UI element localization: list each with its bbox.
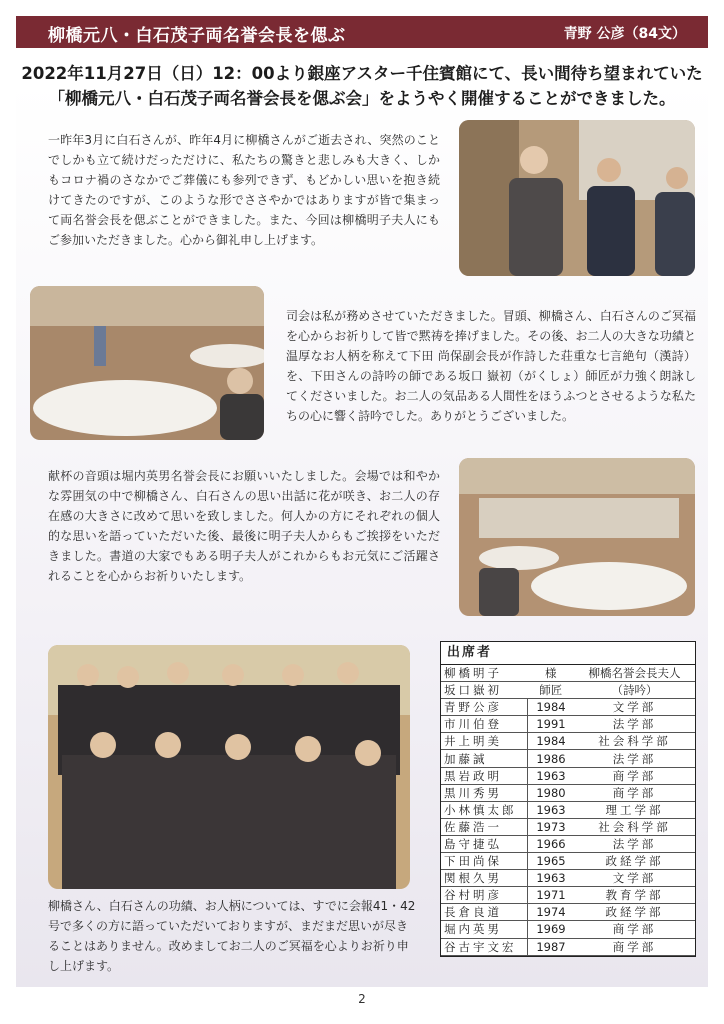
- attendee-year: 1963: [528, 870, 575, 887]
- attendee-faculty: 理工学部: [574, 801, 695, 818]
- attendee-row: [441, 904, 695, 921]
- paragraph-2: 司会は私が務めさせていただきました。冒頭、柳橋さん、白石さんのご冥福を心からお祈りして皆で黙祷を捧げました。その後、お二人の大きな功績と温厚なお人柄を称えて下田 尚保副会長が作詩した荘重な七言絶句（漢詩）を、下田さんの詩吟の師である坂口 嶽初（がくしょ）師匠が力強く朗詠してくださいました。お二人の気品ある人間性をほうふつとさせるような私たちの心に響く詩吟でした。ありがとうございました。: [286, 309, 696, 423]
- attendee-faculty: 社会科学部: [574, 818, 695, 835]
- attendee-year: 1966: [528, 835, 575, 852]
- attendee-faculty: 法学部: [574, 716, 695, 733]
- attendee-year: 1974: [528, 904, 575, 921]
- attendee-row: [441, 716, 695, 733]
- article-header-bar: [16, 16, 708, 48]
- attendee-heading: 出席者: [441, 642, 695, 665]
- attendee-row: [441, 938, 695, 955]
- page-number: 2: [358, 992, 366, 1006]
- attendee-faculty: 政経学部: [574, 904, 695, 921]
- attendee-row: [441, 750, 695, 767]
- attendee-year: 1984: [528, 733, 575, 750]
- attendee-name: 関根久男: [441, 870, 528, 887]
- attendee-row: [441, 835, 695, 852]
- attendee-row: [441, 665, 695, 682]
- paragraph-1: 一昨年3月に白石さんが、昨年4月に柳橋さんがご逝去され、突然のことでしかも立て続けだっただけに、私たちの驚きと悲しみも大きく、しかもコロナ禍のさなかでご葬儀にも参列できず、もどかしい思いを抱き続けてきたのですが、このような形でささやかではありますが皆で集まって両名誉会長を偲ぶことができました。また、今回は柳橋明子夫人にもご参加いただきました。心から御礼申し上げます。: [48, 133, 440, 247]
- attendee-year: 1984: [528, 699, 575, 716]
- attendee-name: 黒川秀男: [441, 784, 528, 801]
- attendee-year: 様: [528, 665, 575, 682]
- attendee-year: 1965: [528, 853, 575, 870]
- attendee-table: [441, 665, 695, 956]
- attendee-year: 1971: [528, 887, 575, 904]
- attendee-name: 下田尚保: [441, 853, 528, 870]
- attendee-faculty: 商学部: [574, 938, 695, 955]
- attendee-name: 小林慎太郎: [441, 801, 528, 818]
- attendee-name: 青野公彦: [441, 699, 528, 716]
- attendee-year: 1963: [528, 767, 575, 784]
- attendee-faculty: 文学部: [574, 699, 695, 716]
- attendee-year: 1980: [528, 784, 575, 801]
- attendee-row: [441, 682, 695, 699]
- attendee-name: 堀内英男: [441, 921, 528, 938]
- attendee-year: 1986: [528, 750, 575, 767]
- attendee-faculty: 商学部: [574, 784, 695, 801]
- attendee-faculty: 文学部: [574, 870, 695, 887]
- attendee-name: 加藤誠: [441, 750, 528, 767]
- headline-line-2: 「柳橋元八・白石茂子両名誉会長を偲ぶ会」をようやく開催することができました。: [48, 89, 676, 108]
- attendee-name: 谷古宇文宏: [441, 938, 528, 955]
- attendee-faculty: 法学部: [574, 750, 695, 767]
- attendee-row: [441, 784, 695, 801]
- attendee-year: 1969: [528, 921, 575, 938]
- attendee-name: 谷村明彦: [441, 887, 528, 904]
- photo-banquet-hall: [30, 286, 264, 440]
- attendee-year: 1973: [528, 818, 575, 835]
- photo-group: [48, 645, 410, 889]
- attendee-row: [441, 870, 695, 887]
- attendee-row: [441, 767, 695, 784]
- attendee-row: [441, 853, 695, 870]
- attendee-name: 佐藤浩一: [441, 818, 528, 835]
- attendee-faculty: 柳橋名誉会長夫人: [574, 665, 695, 682]
- article-author: 青野 公彦（84文）: [563, 26, 686, 42]
- photo-dinner-tables: [459, 458, 695, 616]
- photo-toast: [459, 120, 695, 276]
- attendee-year: 1991: [528, 716, 575, 733]
- attendee-row: [441, 921, 695, 938]
- attendee-row: [441, 818, 695, 835]
- attendee-name: 島守捷弘: [441, 835, 528, 852]
- attendee-faculty: 社会科学部: [574, 733, 695, 750]
- attendee-row: [441, 887, 695, 904]
- attendee-faculty: （詩吟）: [574, 682, 695, 699]
- attendee-year: 1963: [528, 801, 575, 818]
- attendee-faculty: 政経学部: [574, 853, 695, 870]
- attendee-row: [441, 733, 695, 750]
- attendee-faculty: 教育学部: [574, 887, 695, 904]
- article-title: 柳橋元八・白石茂子両名誉会長を偲ぶ: [48, 26, 346, 46]
- attendee-list: [440, 641, 696, 957]
- attendee-faculty: 商学部: [574, 767, 695, 784]
- attendee-year: 1987: [528, 938, 575, 955]
- attendee-row: [441, 801, 695, 818]
- attendee-row: [441, 699, 695, 716]
- attendee-name: 長倉良道: [441, 904, 528, 921]
- paragraph-3: 献杯の音頭は堀内英男名誉会長にお願いいたしました。会場では和やかな雰囲気の中で柳橋さん、白石さんの思い出話に花が咲き、お二人の存在感の大きさに改めて思いを致しました。何人かの方にそれぞれの個人的な思いを語っていただいた後、最後に明子夫人からもご挨拶をいただきました。書道の大家でもある明子夫人がこれからもお元気にご活躍されることを心からお祈りいたします。: [48, 469, 440, 583]
- attendee-name: 坂口嶽初: [441, 682, 528, 699]
- attendee-name: 黒岩政明: [441, 767, 528, 784]
- attendee-name: 市川伯登: [441, 716, 528, 733]
- attendee-name: 井上明美: [441, 733, 528, 750]
- attendee-faculty: 法学部: [574, 835, 695, 852]
- attendee-faculty: 商学部: [574, 921, 695, 938]
- paragraph-4: 柳橋さん、白石さんの功績、お人柄については、すでに会報41・42号で多くの方に語っていただいておりますが、まだまだ思いが尽きることはありません。改めましてお二人のご冥福を心よりお祈り申し上げます。: [48, 899, 416, 973]
- attendee-name: 柳橋明子: [441, 665, 528, 682]
- attendee-year: 師匠: [528, 682, 575, 699]
- headline-line-1: 2022年11月27日（日）12：00より銀座アスター千住賓館にて、長い間待ち望まれていた: [21, 64, 703, 83]
